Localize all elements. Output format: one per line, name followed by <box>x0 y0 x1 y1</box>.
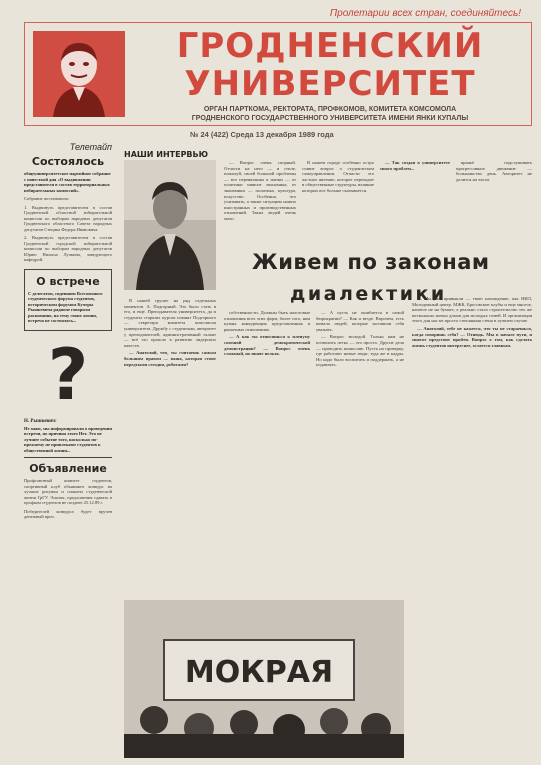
article-col1: В нашей группе на ряд отдельных моментов. А. Подгорный. Это было стать в его, и ещё. Преподавателя университета, да и студенты старших курсов помнят Подгорного — секретаря комитета комсомола университета. Дружбу с студентами, авторитет у преподавателей, административный талант — всё это прошло в развитие лидерских качеств. — Анатолий, что, ты считаешь самым большим правом — ваша, которая стоит передтыми сегодня, ребятами? <box>124 298 216 367</box>
article-col3-top: — Так создан в университете много проблем... <box>380 160 450 171</box>
left-column <box>24 142 112 758</box>
section-announcement-text: Профсоюзный комитет студентов, спортивный клуб объявляют конкурс на лучшие рисунки и плакаты студенческой жизни ГрГУ. Эскизы, предложения сдавать в профком студентов не позднее 25.12.89 г. <box>24 478 112 505</box>
section-meeting-text: С делегатом, сидевшим Всесоюзного студенческого форума студентов, историческим форумом Кучеры Рышкевича радиопе говорили раскованно, на тему своих жизни, встреча не состоялась... <box>28 290 103 323</box>
interviewee-photo <box>124 160 216 290</box>
masthead-title-line1: ГРОДНЕНСКИЙ <box>176 26 484 66</box>
section-announcement-note: Победителей конкурса будет вручен денежный приз. <box>24 508 112 519</box>
crowd-photo <box>124 600 404 758</box>
article-col4: — Мы уже привыкли — твою нахождение, как НИЛ, Молодежный центр. МЖК, Бросовские клубы и еще многое, начатое не на бумаге, а реально стало строительство тех же нескольких новых домов для молодых семей. И организация этого для нас не просто стеклянная стена в лучшем случае. — Анатолий, тебе не кажется, что ты не стараешься, когда говоришь себя? — Отнюдь. Мы в начале пути, и многое предстоит пройти. Вопрос о том, как сделать жизнь студентов интереснее, остается главным. <box>412 296 532 348</box>
subtitle-line2: ГРОДНЕНСКОГО ГОСУДАРСТВЕННОГО УНИВЕРСИТЕТА ИМЕНИ ЯНКИ КУПАЛЫ <box>191 115 469 122</box>
section-meeting-reply: Не знаю, мы информировали о проведении встречи, но причина этого Нет. Это не лучшее событие того, насколько по-прежнему не привлекают студентов к общественной жизни... <box>24 425 112 453</box>
portrait-icon <box>33 31 125 117</box>
divider <box>24 457 112 458</box>
person-photo-icon <box>124 160 216 290</box>
section-held-heading: Состоялось <box>31 155 105 168</box>
portrait-emblem <box>33 31 125 117</box>
headline-line2: диалектики <box>290 283 447 305</box>
section-held-item2: 2. Выдвинуть представителем в состав Гродненской городской избирательной комиссии по выборам народных депутатов Юрию Нилыча Лучкина, заведующего кафедрой. <box>24 235 112 262</box>
interlocutor-name: Н. Рышкевич: <box>24 418 57 424</box>
section-meeting-heading: О встрече <box>36 274 100 288</box>
masthead-title-line2: УНИВЕРСИТЕТ <box>184 64 476 104</box>
section-held-decided: Собрание постановило: <box>24 196 70 201</box>
section-announcement-heading: Объявление <box>29 462 107 475</box>
teletype-rubric: Телетайп <box>69 142 112 152</box>
section-held-item1: 1. Выдвинуть представителем в состав Гродненской областной избирательной комиссии по выборам народных депутатов Гродненского областного Совета народных депутатов Стецика Федора Ивановича. <box>24 204 112 232</box>
masthead <box>24 22 532 126</box>
interview-rubric: НАШИ ИНТЕРВЬЮ <box>124 150 209 159</box>
masthead-subtitle <box>135 105 525 123</box>
article-col2: собственности. Должны быть налоговые отношения всех этих форм, более того, нам нужна конкуренция представленная в рыночных отношениях. — А как ты относишься к пленуму союзной демократической демонстрации? — Вопрос очень сложный, но иначе нельзя. <box>224 310 310 357</box>
meeting-box <box>24 269 112 331</box>
slogan: Пролетарии всех стран, соединяйтесь! <box>329 8 521 19</box>
question-mark: ? <box>47 333 89 416</box>
headline-line1: Живем по законам <box>252 250 490 274</box>
section-held-lead: общеуниверситетское партийное собрание с повесткой дня «О выдвижении представителя в состав территориальных избирательных комиссий». <box>24 171 111 193</box>
placard-text: МОКРАЯ <box>184 655 334 690</box>
article-col2-top: В нашем городе особенно остро ставит вопрос о студенческом самоуправлении. Отчасти это частное явление, которое переходит в общественные структуры, влияние которых все больше сказывается. <box>302 160 374 193</box>
crowd-photo-icon <box>124 600 404 758</box>
issue-line: № 24 (422) Среда 13 декабря 1989 года <box>190 130 334 139</box>
article-col1-top: — Вопрос очень спорный. Отчасти на него — в стиле, пожалуй, своей большой проблемы — все перевязанны в жизни — от политики зависит экономика, от экономики — политика, культура, искусство. Особенно, что учитывать, а также ситуацию наших иностранных и производственных отношений. Таких людей очень мало. <box>224 160 296 221</box>
article-col4-top: враньё подслушивать прогрессивное движение — большинство день. Авторитет не делится на части. <box>456 160 532 182</box>
subtitle-line1: ОРГАН ПАРТКОМА, РЕКТОРАТА, ПРОФКОМОВ, КОМИТЕТА КОМСОМОЛА <box>203 106 457 113</box>
article-col3: — А пусть не ошибается в самой бюрократии? — Как и везде. Впрочем, есть немало людей, которые заставили себя уважать. — Вопрос молодой. Только нам не позволить легко — это просто. Другие дела — проводить комиссию. Пусть на проверку, где работают новые люди, туда же и кадры. Но надо было воспитать и поддержать, а не подавлять. <box>316 310 404 368</box>
